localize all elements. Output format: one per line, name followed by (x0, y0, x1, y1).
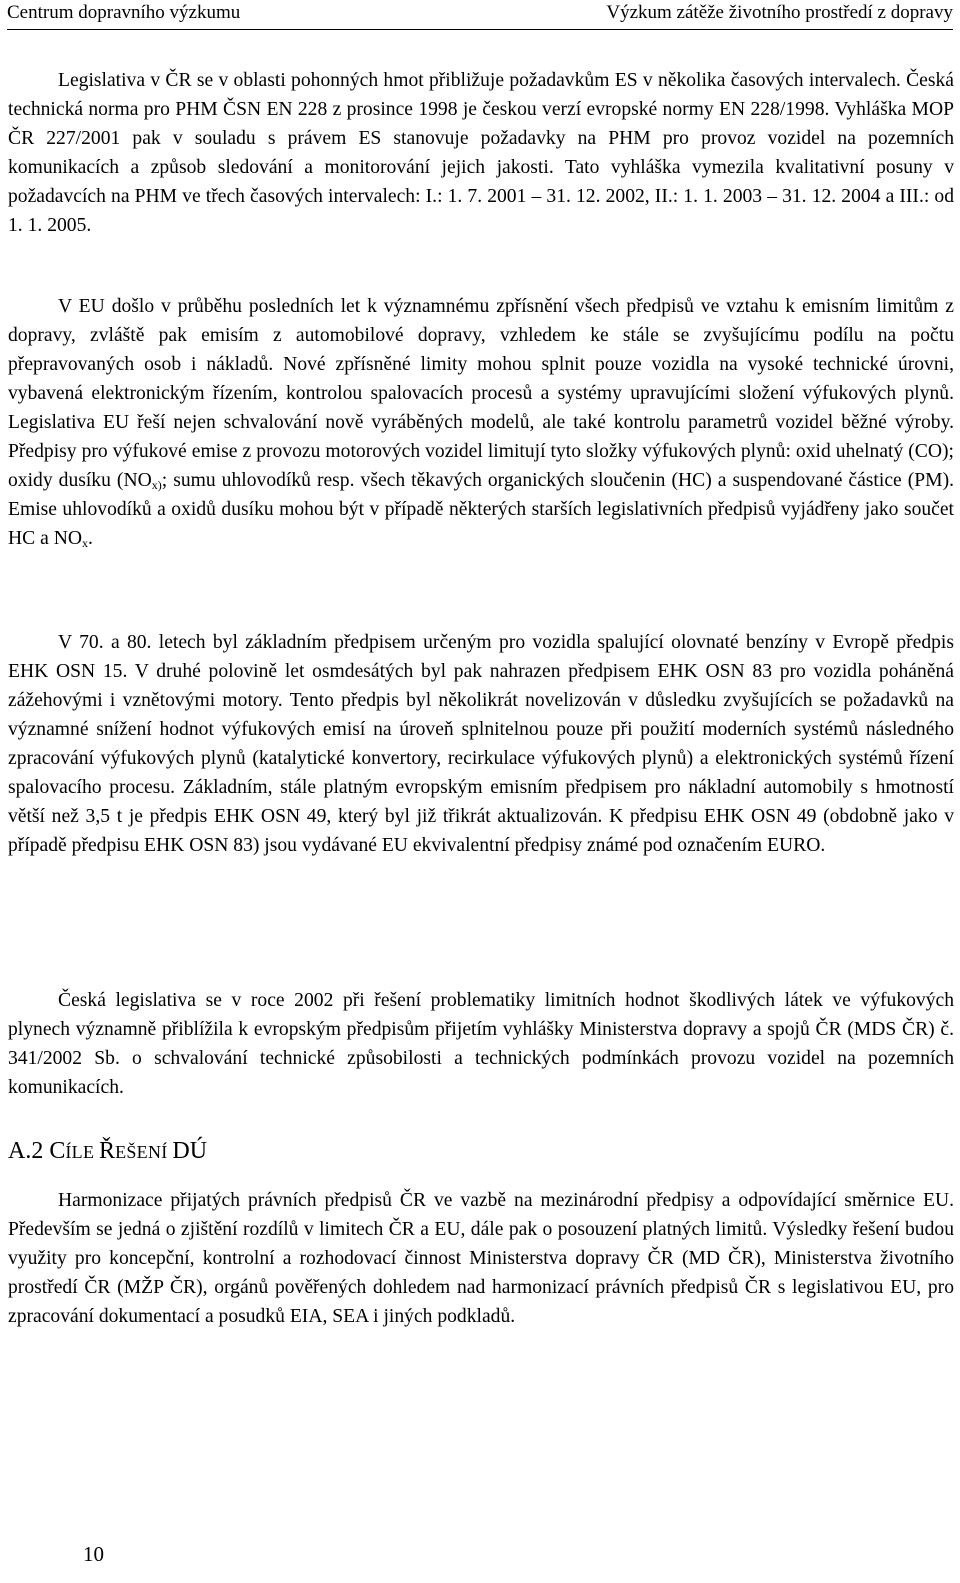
page-number: 10 (83, 1542, 104, 1566)
page-header (7, 0, 953, 30)
paragraph-eu-emission-limits (8, 292, 954, 553)
paragraph-fuel-legislation: Legislativa v ČR se v oblasti pohonných hmot přibližuje požadavkům ES v několika časových intervalech. Česká technická norma pro PHM ČSN EN 228 z prosince 1998 je českou verzí evropské normy EN 228/1998. Vyhláška MOP ČR 227/2001 pak v souladu s právem ES stanovuje požadavky na PHM pro provoz vozidel na pozemních komunikacích a způsob sledování a monitorování jejich jakosti. Tato vyhláška vymezila kvalitativní posuny v požadavcích na PHM ve třech časových intervalech: I.: 1. 7. 2001 – 31. 12. 2002, II.: 1. 1. 2003 – 31. 12. 2004 a III.: od 1. 1. 2005. (8, 70, 954, 236)
heading-word-1-initial: C (49, 1138, 66, 1164)
heading-word-3: DÚ (172, 1138, 208, 1164)
header-organization: Centrum dopravního výzkumu (7, 2, 241, 23)
paragraph-eu-part3: . (88, 528, 93, 549)
paragraph-eu-part1: V EU došlo v průběhu posledních let k významnému zpřísnění všech předpisů ve vztahu k emisním limitům z dopravy, zvláště pak emisím z automobilové dopravy, vzhledem ke stále se zvyšujícímu podílu na počtu přepravovaných osob i nákladů. Nové zpřísněné limity mohou splnit pouze vozidla na vysoké technické úrovni, vybavená elektronickým řízením, kontrolou spalovacích procesů a systémy upravujícími složení výfukových plynů. Legislativa EU řeší nejen schvalování nově vyráběných modelů, ale také kontrolu parametrů vozidel běžné výroby. Předpisy pro výfukové emise z provozu motorových vozidel limitují tyto složky výfukových plynů: oxid uhelnatý (CO); oxidy dusíku (NO (8, 296, 954, 491)
paragraph-ehk-osn-history: V 70. a 80. letech byl základním předpisem určeným pro vozidla spalující olovnaté benzíny v Evropě předpis EHK OSN 15. V druhé polovině let osmdesátých byl pak nahrazen předpisem EHK OSN 83 pro vozidla poháněná zážehovými i vznětovými motory. Tento předpis byl několikrát novelizován v důsledku zvyšujících se požadavků na významné snížení hodnot výfukových emisí na úroveň splnitelnou pouze při použití moderních systémů následného zpracování výfukových plynů (katalytické konvertory, recirkulace výfukových plynů) a elektronických systémů řízení spalovacího procesu. Základním, stále platným evropským emisním předpisem pro nákladní automobily s hmotností větší než 3,5 t je předpis EHK OSN 49, který byl již třikrát aktualizován. K předpisu EHK OSN 49 (obdobně jako v případě předpisu EHK OSN 83) jsou vydávané EU ekvivalentní předpisy známé pod označením EURO. (8, 632, 954, 856)
section-heading (8, 1136, 207, 1167)
nox-subscript-2: x (82, 536, 89, 550)
paragraph-eu-part2: ; sumu uhlovodíků resp. všech těkavých organických sloučenin (HC) a suspendované částice (PM). Emise uhlovodíků a oxidů dusíku mohou být v případě některých starších legislativních předpisů vyjádřeny jako součet HC a NO (8, 470, 954, 549)
heading-word-2-rest: EŠENÍ (115, 1142, 173, 1162)
paragraph-czech-legislation: Česká legislativa se v roce 2002 při řešení problematiky limitních hodnot škodlivých látek ve výfukových plynech významně přiblížila k evropským předpisům přijetím vyhlášky Ministerstva dopravy a spojů ČR (MDS ČR) č. 341/2002 Sb. o schvalování technické způsobilosti a technických podmínkách provozu vozidel na pozemních komunikacích. (8, 990, 954, 1098)
heading-word-2-initial: Ř (99, 1138, 116, 1164)
heading-word-1-rest: ÍLE (65, 1142, 100, 1162)
header-report-title: Výzkum zátěže životního prostředí z dopravy (606, 2, 953, 23)
paragraph-section-goals: Harmonizace přijatých právních předpisů ČR ve vazbě na mezinárodní předpisy a odpovídající směrnice EU. Především se jedná o zjištění rozdílů v limitech ČR a EU, dále pak o posouzení platných limitů. Výsledky řešení budou využity pro koncepční, kontrolní a rozhodovací činnost Ministerstva dopravy ČR (MD ČR), Ministerstva životního prostředí ČR (MŽP ČR), orgánů pověřených dohledem nad harmonizací právních předpisů ČR s legislativou EU, pro zpracování dokumentací a posudků EIA, SEA i jiných podkladů. (8, 1190, 954, 1327)
section-number: A.2 (8, 1138, 44, 1164)
nox-subscript-1: x) (151, 478, 162, 492)
